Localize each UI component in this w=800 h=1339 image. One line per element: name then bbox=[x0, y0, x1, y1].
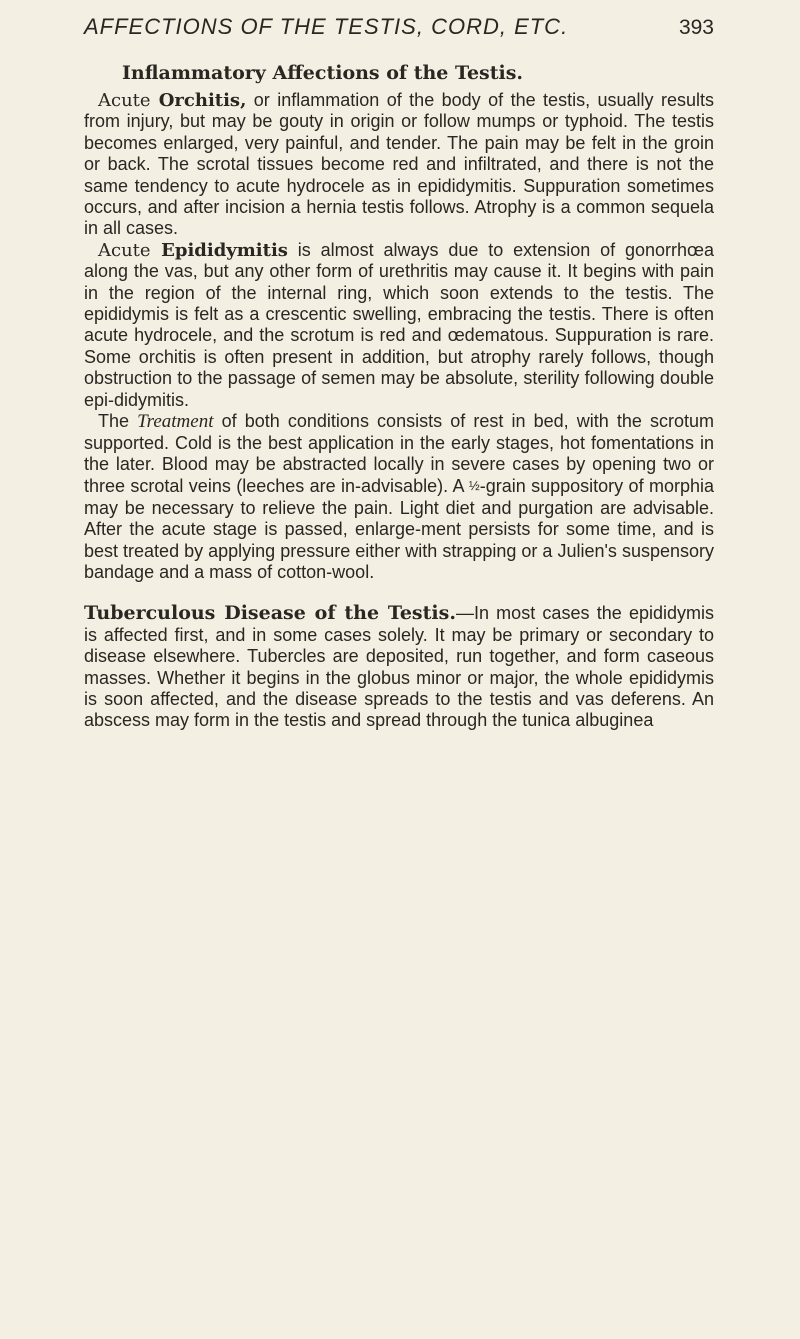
book-page bbox=[84, 14, 714, 732]
term-acute: Acute bbox=[98, 90, 159, 111]
treatment-text-a: of both conditions consists of rest in bed, with the scrotum supported. Cold is the best application in the early stages, hot fomentations in the later. Blood may be abstracted locally in severe cases by opening two or three scrotal veins (leeches are in-advisable). A bbox=[84, 411, 714, 497]
treatment-text-b: -grain suppository of morphia may be necessary to relieve the pain. Light diet and purgation are advisable. After the acute stage is passed, enlarge-ment persists for some time, and is best treated by applying pressure either with strapping or a Julien's suspensory bandage and a mass of cotton-wool. bbox=[84, 476, 714, 582]
paragraph-tuberculous bbox=[84, 603, 714, 731]
term-acute-2: Acute bbox=[98, 239, 162, 261]
running-title: AFFECTIONS OF THE TESTIS, CORD, ETC. bbox=[84, 14, 569, 39]
treatment-lead: The bbox=[98, 411, 138, 432]
term-epididymitis: Epididymitis bbox=[161, 239, 288, 261]
fraction-half: ½ bbox=[468, 478, 480, 494]
orchitis-text: or inflammation of the body of the testis, usually results from injury, but may be gouty in origin or follow mumps or typhoid. The testis becomes enlarged, very painful, and tender. The pain may be felt in the groin or back. The scrotal tissues become red and infiltrated, and there is not the same tendency to acute hydrocele as in epididymitis. Suppuration sometimes occurs, and after incision a hernia testis follows. Atrophy is a common sequela in all cases. bbox=[84, 90, 715, 239]
paragraph-acute-epididymitis bbox=[84, 240, 714, 411]
paragraph-acute-orchitis bbox=[84, 90, 714, 240]
paragraph-treatment bbox=[84, 411, 714, 583]
epididymitis-text: is almost always due to extension of gonorrhœa along the vas, but any other form of urethritis may cause it. It begins with pain in the region of the internal ring, which soon extends to the testis. The epididymis is felt as a crescentic swelling, embracing the testis. There is often acute hydrocele, and the scrotum is red and œdematous. Suppuration is rare. Some orchitis is often present in addition, but atrophy rarely follows, though obstruction to the passage of semen may be absolute, sterility following double epi-didymitis. bbox=[84, 239, 714, 410]
tuberculous-text: —In most cases the epididymis is affected first, and in some cases solely. It may be primary or secondary to disease elsewhere. Tubercles are deposited, run together, and form caseous masses. Whether it begins in the globus minor or major, the whole epididymis is soon affected, and the disease spreads to the testis and vas deferens. An abscess may form in the testis and spread through the tunica albuginea bbox=[84, 603, 714, 731]
section-gap bbox=[84, 583, 714, 603]
tuberculous-heading: Tuberculous Disease of the Testis. bbox=[84, 602, 456, 625]
term-orchitis: Orchitis, bbox=[158, 90, 247, 111]
term-treatment: Treatment bbox=[137, 411, 214, 433]
running-header bbox=[84, 14, 714, 40]
page-number: 393 bbox=[678, 16, 714, 39]
section-title: Inflammatory Affections of the Testis. bbox=[122, 62, 524, 84]
